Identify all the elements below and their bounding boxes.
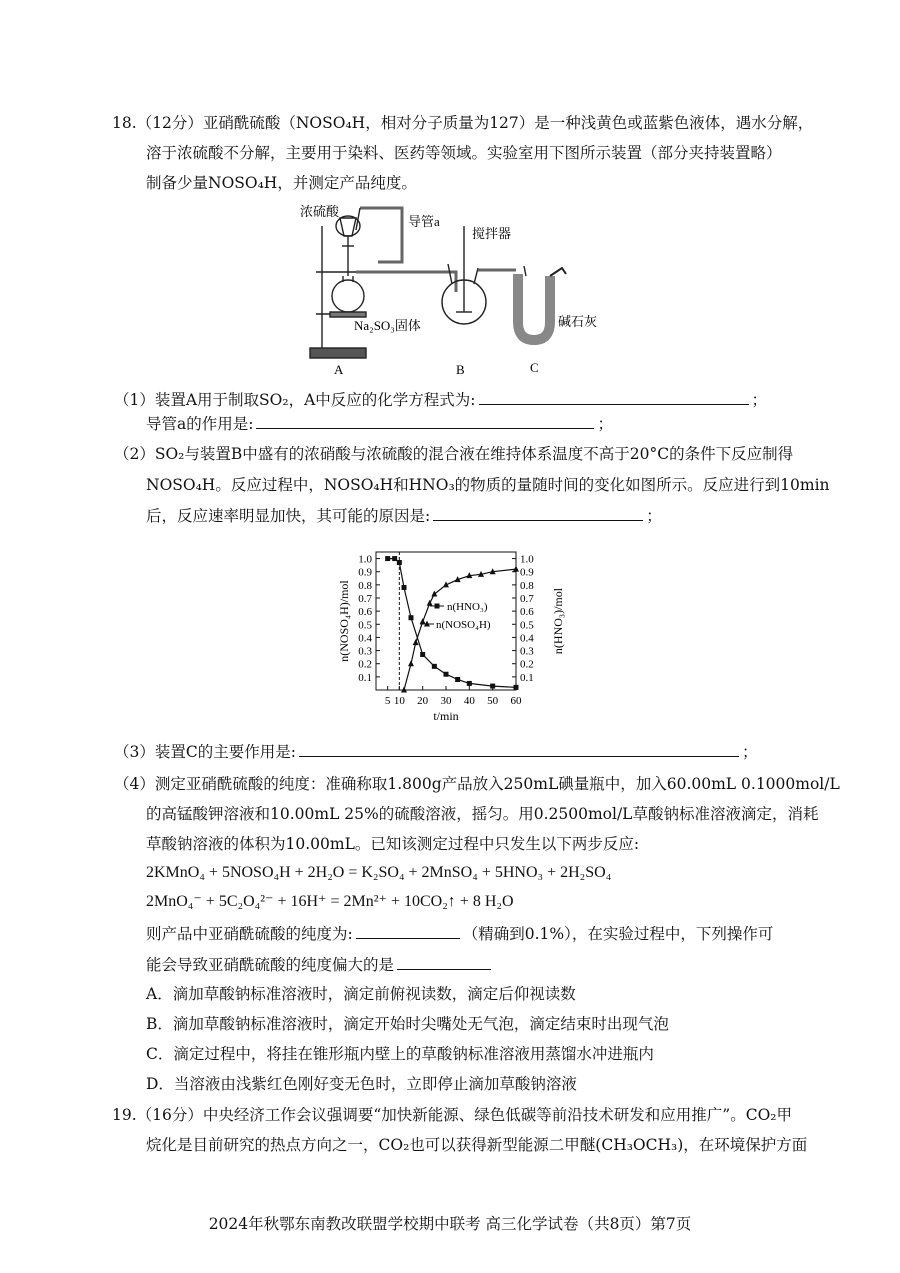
stand-base xyxy=(310,348,366,358)
q18-line1: 18.（12分）亚硝酰硫酸（NOSO₄H，相对分子质量为127）是一种浅黄色或蓝紫色液体，遇水分解， xyxy=(112,114,814,132)
label-c: C xyxy=(530,360,539,375)
label-solid: Na₂SO₃固体 xyxy=(354,318,421,333)
data-point-noso4h xyxy=(431,591,437,597)
y-tick-label-right: 0.8 xyxy=(520,579,534,592)
option-c: C．滴定过程中，将挂在锥形瓶内壁上的草酸钠标准溶液用蒸馏水冲进瓶内 xyxy=(146,1045,654,1063)
y-tick-label-right: 0.4 xyxy=(520,632,534,645)
data-point-noso4h xyxy=(420,618,426,624)
q18-line2: 溶于浓硫酸不分解，主要用于染料、医药等领域。实验室用下图所示装置（部分夹持装置略） xyxy=(146,144,782,162)
y-tick-label-left: 0.7 xyxy=(358,593,372,605)
y-tick-label-left: 0.2 xyxy=(358,658,372,671)
y-tick-label-right: 0.7 xyxy=(520,593,534,605)
answer-blank-1a[interactable] xyxy=(479,389,749,405)
x-tick-label: 40 xyxy=(463,695,475,707)
data-point-hno3 xyxy=(402,585,407,590)
y-tick-label-right: 0.3 xyxy=(520,645,534,658)
data-point-hno3 xyxy=(385,556,390,561)
data-point-hno3 xyxy=(409,615,414,620)
p2-line1: （2）SO₂与装置B中盛有的浓硝酸与浓硫酸的混合液在维持体系温度不高于20°C的条件下反应制得 xyxy=(114,445,794,463)
chart xyxy=(330,540,580,730)
flask-a xyxy=(332,280,364,312)
y-tick-label-left: 0.6 xyxy=(358,606,372,619)
y-axis-label-left: n(NOSO₄H)/mol xyxy=(337,580,351,662)
q19-line1: 19.（16分）中央经济工作会议强调要“加快新能源、绿色低碳等前沿技术研发和应用推广”。CO₂甲 xyxy=(112,1106,793,1124)
option-b: B．滴加草酸钠标准溶液时，滴定开始时尖嘴处无气泡，滴定结束时出现气泡 xyxy=(146,1015,669,1033)
legend-label-noso4h: n(NOSO₄H) xyxy=(436,619,491,631)
p1-line1 xyxy=(114,389,767,411)
p1-end2: ； xyxy=(597,415,613,433)
legend-label-hno3: n(HNO₃) xyxy=(447,601,488,613)
tube-a xyxy=(360,208,402,262)
y-tick-label-left: 0.5 xyxy=(358,619,372,632)
p4-text4b: （精确到0.1%），在实验过程中，下列操作可 xyxy=(462,925,774,943)
data-point-hno3 xyxy=(467,681,472,686)
data-point-hno3 xyxy=(514,685,519,690)
x-tick-label: 10 xyxy=(393,695,405,707)
label-b: B xyxy=(456,362,465,377)
y-tick-label-left: 0.1 xyxy=(358,671,372,684)
option-d: D．当溶液由浅紫红色刚好变无色时，立即停止滴加草酸钠溶液 xyxy=(146,1075,577,1093)
y-tick-label-left: 0.3 xyxy=(358,645,372,658)
data-point-hno3 xyxy=(397,560,402,565)
y-tick-label-right: 0.5 xyxy=(520,619,534,632)
p4-line2: 的高锰酸钾溶液和10.00mL 25%的硫酸溶液，摇匀。用0.2500mol/L草酸钠标准溶液滴定，消耗 xyxy=(146,805,819,823)
p4-line3: 草酸钠溶液的体积为10.00mL。已知该测定过程中只发生以下两步反应: xyxy=(146,835,640,853)
q19-line2: 烷化是目前研究的热点方向之一，CO₂也可以获得新型能源二甲醚(CH₃OCH₃)，在环境保护方面 xyxy=(146,1136,808,1154)
p2-end: ； xyxy=(646,507,662,525)
p1-line2 xyxy=(146,413,613,435)
x-tick-label: 5 xyxy=(384,695,391,707)
legend-marker-hno3 xyxy=(435,604,440,609)
x-tick-label: 20 xyxy=(417,695,429,707)
p2-line3 xyxy=(146,505,662,527)
p4-line5 xyxy=(146,954,494,976)
y-tick-label-right: 0.9 xyxy=(520,566,534,579)
y-tick-label-left: 0.9 xyxy=(358,566,372,579)
p3-text: （3）装置C的主要作用是: xyxy=(114,743,296,761)
x-tick-label: 50 xyxy=(487,695,499,707)
equation-2: 2MnO₄⁻ + 5C₂O₄²⁻ + 16H⁺ = 2Mn²⁺ + 10CO₂↑ + 8 H₂O xyxy=(146,893,514,910)
p2-line2: NOSO₄H。反应过程中，NOSO₄H和HNO₃的物质的量随时间的变化如图所示。反应进行到10min xyxy=(146,476,830,494)
label-lime: 碱石灰 xyxy=(558,314,598,329)
p1-end1: ； xyxy=(751,391,768,409)
y-tick-label-right: 0.1 xyxy=(520,671,534,684)
x-tick-label: 60 xyxy=(510,695,522,707)
data-point-hno3 xyxy=(444,672,449,677)
p4-line4 xyxy=(146,923,773,945)
y-tick-label-right: 0.6 xyxy=(520,606,534,619)
data-point-hno3 xyxy=(432,664,437,669)
dropping-funnel xyxy=(340,218,356,236)
p4-line1: （4）测定亚硝酰硫酸的纯度：准确称取1.800g产品放入250mL碘量瓶中，加入60.00mL 0.1000mol/L xyxy=(114,775,840,793)
data-point-noso4h xyxy=(408,660,414,666)
p2-text3: 后，反应速率明显加快，其可能的原因是: xyxy=(146,507,431,525)
data-point-hno3 xyxy=(420,652,425,657)
label-tube-a: 导管a xyxy=(408,214,440,229)
y-tick-label-right: 1.0 xyxy=(520,553,534,566)
p3-end: ； xyxy=(741,743,758,761)
p4-text5: 能会导致亚硝酰硫酸的纯度偏大的是 xyxy=(146,956,395,974)
x-axis-label: t/min xyxy=(433,709,459,723)
p4-text4a: 则产品中亚硝酰硫酸的纯度为: xyxy=(146,925,353,943)
y-tick-label-left: 1.0 xyxy=(358,553,372,566)
answer-blank-2[interactable] xyxy=(433,505,643,521)
answer-blank-4b[interactable] xyxy=(397,954,491,970)
data-point-hno3 xyxy=(455,677,460,682)
label-stirrer: 搅拌器 xyxy=(472,226,512,241)
u-tube xyxy=(518,274,550,340)
x-tick-label: 30 xyxy=(440,695,452,707)
y-tick-label-right: 0.2 xyxy=(520,658,534,671)
answer-blank-3[interactable] xyxy=(299,741,739,757)
page-footer: 2024年秋鄂东南教改联盟学校期中联考 高三化学试卷（共8页）第7页 xyxy=(208,1215,692,1233)
option-a: A．滴加草酸钠标准溶液时，滴定前俯视读数，滴定后仰视读数 xyxy=(146,985,576,1003)
y-tick-label-left: 0.4 xyxy=(358,632,372,645)
apparatus-figure xyxy=(296,196,616,378)
y-axis-label-right: n(HNO₃)/mol xyxy=(551,587,565,655)
data-point-noso4h xyxy=(427,600,433,606)
data-point-hno3 xyxy=(392,556,397,561)
p1-text2: 导管a的作用是: xyxy=(146,415,254,433)
y-tick-label-left: 0.8 xyxy=(358,579,372,592)
label-acid: 浓硫酸 xyxy=(300,204,340,219)
equation-1: 2KMnO₄ + 5NOSO₄H + 2H₂O = K₂SO₄ + 2MnSO₄ + 5HNO₃ + 2H₂SO₄ xyxy=(146,864,612,881)
answer-blank-4a[interactable] xyxy=(356,923,460,939)
answer-blank-1b[interactable] xyxy=(256,413,594,429)
data-point-noso4h xyxy=(513,566,519,572)
p1-text: （1）装置A用于制取SO₂，A中反应的化学方程式为: xyxy=(114,391,476,409)
data-point-hno3 xyxy=(490,684,495,689)
p3-line xyxy=(114,741,757,763)
label-a: A xyxy=(334,362,344,377)
q18-line3: 制备少量NOSO₄H，并测定产品纯度。 xyxy=(146,174,417,192)
